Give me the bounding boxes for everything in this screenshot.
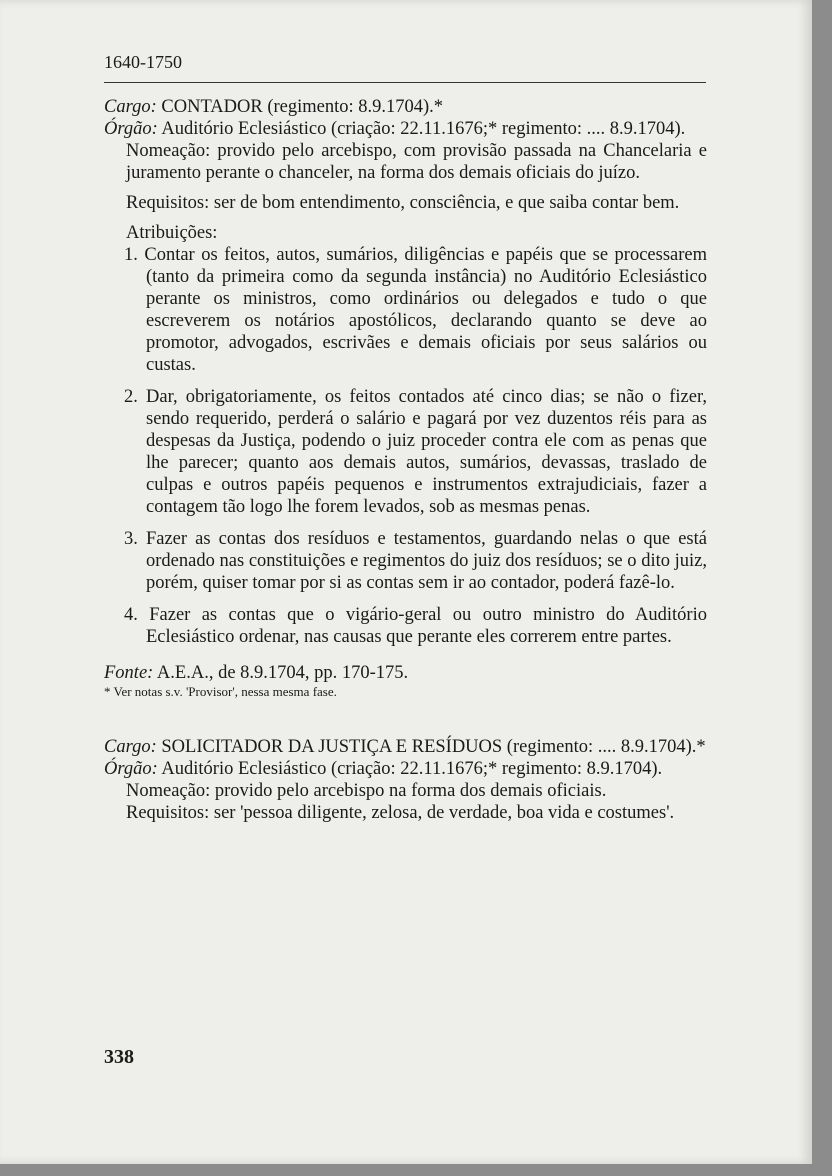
entry1-fonte bbox=[104, 662, 707, 684]
page-content bbox=[104, 96, 707, 824]
orgao-label: Órgão: bbox=[104, 759, 158, 779]
page-number: 338 bbox=[104, 1046, 134, 1068]
orgao-text: Auditório Eclesiástico (criação: 22.11.1676;* regimento: .... 8.9.1704). bbox=[157, 119, 686, 139]
fonte-text: A.E.A., de 8.9.1704, pp. 170-175. bbox=[153, 663, 409, 683]
entry2-requisitos: Requisitos: ser 'pessoa diligente, zelosa, de verdade, boa vida e costumes'. bbox=[126, 803, 675, 823]
entry1-footnote: * Ver notas s.v. 'Provisor', nessa mesma fase. bbox=[104, 684, 337, 699]
entry1-item-1: 1. Contar os feitos, autos, sumários, diligências e papéis que se processarem (tanto da primeira como da segunda instância) no Auditório Eclesiástico perante os ministros, como ordinários ou delegados e tudo o que escreverem os notários apostólicos, declarando quanto se deve ao promotor, advogados, escrivães e demais oficiais por seus salários ou custas. bbox=[124, 245, 707, 375]
header-rule bbox=[104, 82, 706, 83]
cargo-text: CONTADOR (regimento: 8.9.1704).* bbox=[156, 97, 444, 117]
orgao-text: Auditório Eclesiástico (criação: 22.11.1676;* regimento: 8.9.1704). bbox=[157, 759, 663, 779]
page-header: 1640-1750 bbox=[104, 52, 182, 72]
cargo-label: Cargo: bbox=[104, 97, 157, 117]
entry1-orgao bbox=[104, 118, 707, 140]
cargo-label: Cargo: bbox=[104, 737, 157, 757]
entry1-item-3: 3. Fazer as contas dos resíduos e testamentos, guardando nelas o que está ordenado nas constituições e regimentos do juiz dos resíduos; se o dito juiz, porém, quiser tomar por si as contas sem ir ao contador, poderá fazê-lo. bbox=[124, 529, 707, 593]
entry1-requisitos: Requisitos: ser de bom entendimento, consciência, e que saiba contar bem. bbox=[126, 193, 680, 213]
entry1-cargo bbox=[104, 96, 707, 118]
orgao-label: Órgão: bbox=[104, 119, 158, 139]
fonte-label: Fonte: bbox=[104, 663, 154, 683]
entry2-nomeacao: Nomeação: provido pelo arcebispo na forma dos demais oficiais. bbox=[126, 781, 607, 801]
cargo-text: SOLICITADOR DA JUSTIÇA E RESÍDUOS (regimento: .... 8.9.1704).* bbox=[156, 737, 706, 757]
entry1-nomeacao: Nomeação: provido pelo arcebispo, com provisão passada na Chancelaria e juramento perante o chanceler, na forma dos demais oficiais do juízo. bbox=[126, 141, 707, 183]
entry1-atribuicoes-label: Atribuições: bbox=[126, 223, 218, 243]
entry2-orgao bbox=[104, 758, 707, 780]
entry1-item-4: 4. Fazer as contas que o vigário-geral ou outro ministro do Auditório Eclesiástico ordenar, nas causas que perante eles correrem entre partes. bbox=[124, 605, 707, 647]
entry2-cargo bbox=[104, 736, 707, 758]
entry1-item-2: 2. Dar, obrigatoriamente, os feitos contados até cinco dias; se não o fizer, sendo requerido, perderá o salário e pagará por vez duzentos réis para as despesas da Justiça, podendo o juiz proceder contra ele com as penas que lhe parecer; quanto aos demais autos, sumários, devassas, traslado de culpas e outros papéis pequenos e instrumentos extrajudiciais, fazer a contagem tão logo lhe forem levados, sob as mesmas penas. bbox=[124, 387, 707, 517]
